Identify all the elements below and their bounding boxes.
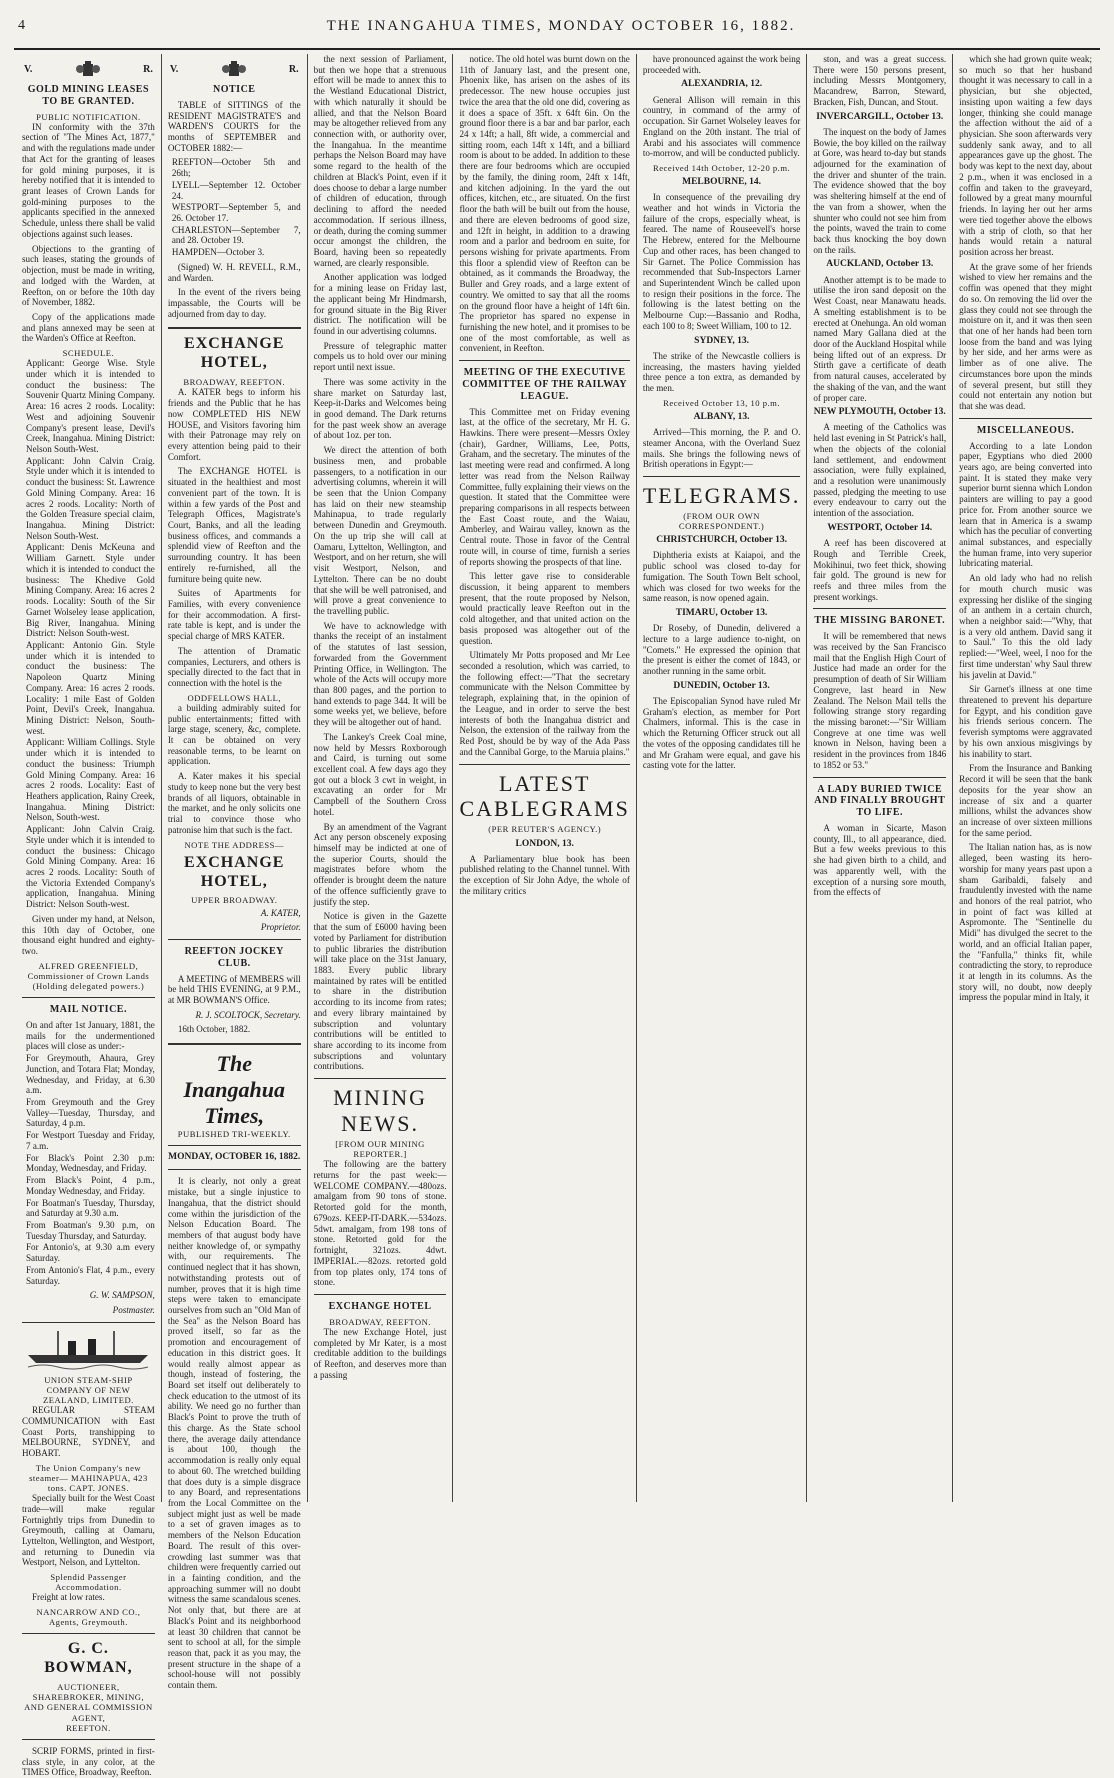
column-3 [308,54,454,1502]
exchange-article-title: EXCHANGE HOTEL [328,1300,432,1312]
proprietor-name: A. KATER, [260,907,301,918]
article-text: At the grave some of her friends wished to view her remains and the coffin was opened that they might do so. On removing the lid over the glass they could not see through the moisture on it, and it was then seen that one of her hands had been torn loose from the band and was lying by her side, and her arms were as limber as of one alive. The circumstances bore upon the minds of several present, but still they could not entertain any notion but that she was dead. [959,261,1092,411]
scrip-forms: SCRIP FORMS, printed in first-class style, in any color, at the TIMES Office, Broadway, Reefton. [22,1745,155,1778]
jockey-date: 16th October, 1882. [177,1024,251,1035]
vr-v: V. [169,64,179,76]
bowman-name: G. C. BOWMAN, [44,1640,133,1677]
column-4 [453,54,636,1502]
steam-freight: Freight at low rates. [32,1592,105,1603]
column-5 [637,54,808,1502]
jockey-club-title: REEFTON JOCKEY CLUB. [184,945,284,969]
article-text: The inquest on the body of James Bowie, the boy killed on the railway at Gore, was heard to-day but stands adjourned for the examination of the driver and shunter of the train. The evidence showed that the boy was sheltering himself at the end of the van from a shower, when the shunter who could not see him from the points, waved the train to come back thus knocking the boy down on the rails. [813,126,947,255]
applicant-entry: Applicant: Antonio Gin. Style under which it is intended to conduct the business: The Napoleon Quartz Mining Company. Area: 16 acres 2 roods. Locality: 1 mile East of Golden Point, Devil's Creek, Inangahua. Mining District: Nelson, South-west. [26,639,155,736]
dateline: DUNEDIN, October 13. [673,680,770,691]
article-text: notice. The old hotel was burnt down on the 11th of January last, and the present one, Phoenix like, has arisen on the ashes of its predecessor. The new house occupies just twice the area that the old one did, covering as it does a space of 35ft. x 64ft 6in. On the ground floor there is a bar and bar parlor, each 24 x 14ft; a hall, 8ft wide, a commercial and sitting room, each 14ft x 14ft, and a billiard room is about to be added. In addition to these there are four bedrooms which are occupied by the family, the dining room, 24ft x 14ft, and kitchen adjoining. In the yard the out offices, kitchen, etc., are situated. On the first floor the bath will be built out from the house, and there are eleven bedrooms of good size, and 12ft in height, in addition to a drawing room and a parlor and bedroom en suite, for persons wishing for private apartments. From this floor a splendid view of Reefton can be obtained, as it commands the Broadway, the Buller and Grey roads, and a large extent of country. We omitted to say that all the rooms on the ground floor have a height of 14ft 6in. The proprietor has spared no expense in furnishing the new hotel, and it promises to be one of the most comfortable, as well as convenient, in Reefton. [459,54,630,354]
article-text: The Episcopalian Synod have ruled Mr Graham's election, as member for Port Chalmers, informal. This is the case in which the Returning Officer struck out all the votes of the opposing candidates till he and Mr Graham were equal, and gave his casting vote for the latter. [642,695,801,771]
cablegrams-title: LATEST CABLEGRAMS [459,770,630,822]
applicant-entry: Applicant: Denis McKeuna and William Garnett. Style under which it is intended to conduct the business: The Khedive Gold Mining Company. Area: 16 acres 2 roods. Locality: South of the Sir Garnet Wolseley lease application, Big River, Inangahua. Mining District: Nelson South-west. [26,542,155,639]
article-text: We have to acknowledge with thanks the receipt of an instalment of the statutes of last session, forwarded from the Government Printing Office, in Wellington. The whole of the Acts will occupy more than 800 pages, and the portion to hand extends to page 344. It will be some weeks yet, we believe, before they will be altogether out of hand. [313,620,447,728]
article-text: A reef has been discovered at Rough and Terrible Creek, Mokihinui, two feet thick, showing fair gold. The ground is new for reefs and three miles from the present workings. [813,538,947,602]
divider [459,764,629,765]
signed-revell: (Signed) W. H. REVELL, R.M., and Warden. [167,261,301,283]
dateline: TIMARU, October 13. [675,607,768,618]
article-text: A woman in Sicarte, Mason county, Ill., to all appearance, died. But a few weeks previous to this she had given birth to a child, and was apparently well, with the exception of a nursing sore mouth, from the effects of [813,822,947,898]
sittings-list [168,157,301,257]
sitting-line: WESTPORT—September 5, and 26. October 17. [171,202,301,223]
bowman-role: AUCTIONEER, [57,1682,120,1693]
article-text: have pronounced against the work being proceeded with. [642,54,801,75]
article-text: Pressure of telegraphic matter compels us to hold over our mining report until next issue. [313,340,447,373]
divider [168,327,301,329]
sittings-table: TABLE of SITTINGS of the RESIDENT MAGISTRATE'S and WARDEN'S COURTS for the months of SEPTEMBER and OCTOBER 1882:— [167,99,301,153]
divider [168,1145,301,1146]
miscellaneous-title: MISCELLANEOUS. [976,424,1075,436]
article-text: The strike of the Newcastle colliers is increasing, the masters having yielded three pence a ton extra, as demanded by the men. [642,350,801,393]
mining-news-sub: [FROM OUR MINING REPORTER.] [335,1139,425,1160]
meeting-text-3: Ultimately Mr Potts proposed and Mr Lee seconded a resolution, which was carried, to the following effect:—"That the secretary communicate with the Nelson Committee by telegraph, explaining that, in the opinion of the League, and in order to serve the best interests of both the Inangahua district and Nelson, the extension of the railway from the Red Post, should be by way of the Ada Pass and the Cannibal Gorge, to the Maruia plains." [459,650,630,757]
page-number: 4 [18,18,26,33]
editorial-text: It is clearly, not only a great mistake, but a single injustice to Inangahua, that the district should come within the jurisdiction of the Nelson Education Board. The members of that august body have neither knowledge of, or sympathy with, our requirements. The continued neglect that it has shown, notwithstanding protests out of number, proves that it is high time steps were taken to emancipate ourselves from such an "Old Man of the Sea" as the Nelson Board has proved itself, so far as the promotion and encouragement of education in this district goes. It would really almost appear as though, instead of fostering, the Board set itself out deliberately to check education to the utmost of its ability. We need go no further than Black's Point to prove the truth of this charge. As the State school there, the average daily attendance is about 100, though the accommodation is really only equal to about 60. The wretched building that does duty is a simple disgrace to any Board, and representations from the Local Committee on the subject might just as well be made to a set of graven images as to members of the Nelson Education Board. The result of this over-crowding last summer was that children were frequently carried out in a fainting condition, and the approaching summer will no doubt witness the same scandalous scenes. Not only that, but there are at Black's Point and its neighborhood at least 30 children that cannot be sent to school at all, for the simple reason that, pack it as you may, the present structure in the shape of a school-house will not possibly contain them. [167,1176,301,1691]
railway-league-title: MEETING OF THE EXECUTIVE COMMITTEE OF THE RAILWAY LEAGUE. [462,367,628,402]
applicant-entry: Applicant: William Collings. Style under which it is intended to conduct the business: Triumph Gold Mining Company. Area: 16 acres 2 roods. Locality: East of Heathers application, Rainy Creek, Inangahua. Mining District: Nelson, South-west. [26,737,155,823]
hotel-text-5: a building admirably suited for public entertainments; fitted with large stage, scenery, &c, complete. It can be obtained on very reasonable terms, to be learnt on application. [167,702,301,767]
hotel-text-2: The EXCHANGE HOTEL is situated in the healthiest and most convenient part of the town. It is within a few yards of the Post and Telegraph Offices, Magistrate's Court, Banks, and all the leading business offices, and commands a splendid view of Reefton and the surrounding country. It has been entirely re-furnished, all the furniture being quite new. [167,466,301,584]
article-text: Diphtheria exists at Kaiapoi, and the public school was closed to-day for fumigation. The South Town Belt school, which was closed for two weeks for the same reason, is now opened again. [642,550,801,604]
steam-text: REGULAR STEAM COMMUNICATION with East Coast Ports, transhipping to MELBOURNE, SYDNEY, and HOBART. [22,1405,155,1458]
article-text: There was some activity in the share market on Saturday last, Keep-it-Darks and Welcomes being in good demand. The Dark returns for the past week show an average of about 1oz. per ton. [313,376,447,441]
article-text: Sir Garnet's illness at one time threatened to prevent his departure for Egypt, and his condition gave his friends serious concern. The feverish symptoms were aggravated by his own anxious misgivings by his inability to start. [959,684,1092,759]
hotel-text-1: A. KATER begs to inform his friends and the Public that he has now COMPLETED HIS NEW HOUSE, and Visitors favoring him with their Patronage may rely on every attention being paid to their Comfort. [167,387,301,462]
exchange-article-sub: BROADWAY, REEFTON. [329,1316,431,1327]
article-text: which she had grown quite weak; so much so that her husband thought it was necessary to call in a physician, but she objected, insisting upon waiting a few days longer, thinking she could manage the affection without the aid of a physician. She soon afterwards very suddenly sank away, and to all appearances gave up the ghost. The body was kept to the next day, about 2 p.m., when it was enclosed in a coffin and taken to the graveyard, followed by a great many mournful friends. In laying her out her arms were tied together above the elbows with a strip of cloth, so that her hands would retain a natural position across her breast. [959,54,1092,257]
article-text: Arrived—This morning, the P. and O. steamer Ancona, with the Overland Suez mails. She brings the following news of British operations in Egypt:— [642,427,801,470]
notice-title: NOTICE [213,84,256,95]
meeting-text-2: This letter gave rise to considerable discussion, it being apparent to members present, that the route proposed by Nelson, would practically leave Reefton out in the cold altogether, and that united action on the basis proposed was altogether out of the question. [459,571,630,646]
divider [22,997,155,998]
exchange-article-text: The new Exchange Hotel, just completed by Mr Kater, is a most creditable addition to the buildings of Reefton, and deserves more than a passing [313,1326,447,1380]
column-1 [16,54,162,1778]
mining-news-title: MINING NEWS. [333,1085,428,1137]
proprietor-title: Proprietor. [260,922,301,933]
article-text: Dr Roseby, of Dunedin, delivered a lecture to a large audience to-night, on "Comets." He expressed the opinion that the present is either the comet of 1843, or another running in the same orbit. [642,623,801,677]
steam-accommodation: Splendid Passenger Accommodation. [50,1572,127,1593]
leases-copies: Copy of the applications made and plans annexed may be seen at the Warden's Office at Reefton. [22,311,155,344]
columns [16,54,1098,1778]
mail-line: From Antonio's Flat, 4 p.m., every Saturday. [26,1264,155,1286]
postmaster-name: G. W. SAMPSON, [89,1290,155,1301]
dateline: CHRISTCHURCH, October 13. [656,535,787,546]
article-text: Another application was lodged for a mining lease on Friday last, the applicant being Mr Hindmarsh, for ground situate in the Big River district. The notification will be found in our advertising columns. [313,272,447,336]
hotel-note: NOTE THE ADDRESS— [184,839,285,850]
jockey-secretary: R. J. SCOLTOCK, Secretary. [195,1009,301,1020]
paper-name: The Inangahua Times, [183,1051,285,1129]
dateline: MELBOURNE, 14. [682,177,762,188]
received-line: Received 14th October, 12-20 p.m. [653,162,791,173]
divider [168,1043,301,1045]
telegrams-sub: (FROM OUR OWN CORRESPONDENT.) [678,510,765,532]
exchange-hotel-title: EXCHANGE HOTEL, [184,335,285,372]
paper-subtitle: PUBLISHED TRI-WEEKLY. [177,1129,291,1140]
steamer-name: The Union Company's new steamer— MAHINAPUA, 423 tons. CAPT. JONES. [29,1462,148,1493]
mail-line: For Westport Tuesday and Friday, 7 a.m. [26,1130,155,1151]
dateline: ALBANY, 13. [693,411,750,422]
article-text: ston, and was a great success. There were 150 persons present, including Messrs Montgomery, Macandrew, Barron, Steward, Bracken, Fish, Duncan, and Stout. [813,54,947,107]
sitting-line: CHARLESTON—September 7, and 28. October 19. [171,224,301,246]
article-text: According to a late London paper, Egyptians who died 2000 years ago, are being converted into paint. It is stated they make very superior burnt sienna which London painters are willing to pay a good price for. From another source we learn that in America is a swamp which has the peculiar of converting animal substances, and especially the human frame, into very superior lubricating material. [959,440,1092,569]
paper-date: MONDAY, OCTOBER 16, 1882. [168,1152,301,1163]
oddfellows-hall: ODDFELLOWS HALL, [187,692,281,703]
steamship-icon [28,1329,148,1371]
mail-line: On and after 1st January, 1881, the mails for the undermentioned places will close as under:- [26,1020,155,1052]
bowman-role-2: SHAREBROKER, MINING, AND GENERAL COMMISSION AGENT, [24,1692,153,1723]
article-text: It will be remembered that news was received by the San Francisco mail that the English High Court of Justice had made an order for the presumption of death of Sir William Congreve, last heard in New Zealand. The Nelson Mail tells the following strange story regarding the missing baronet:—"Sir William Congreve at one time was well known in Nelson, having been a resident in the provinces from 1846 to 1852 or 53." [813,631,947,770]
leases-intro: IN conformity with the 37th section of "The Mines Act, 1877," and with the regulations made under that Act for the granting of leases for gold mining purposes, it is hereby notified that it is intended to grant leases of Crown Lands for gold-mining purposes to the applicants specified in the annexed Schedule, unless there shall be valid objections against such leases. [22,121,155,239]
cable-dateline: LONDON, 13. [515,838,574,849]
bowman-place: REEFTON. [66,1722,111,1733]
vr-r: R. [288,64,299,76]
signed-note: In the event of the rivers being impassable, the Courts will be adjourned from day to day. [167,287,301,319]
mail-line: For Black's Point 2.30 p.m: Monday, Wednesday, and Friday. [26,1152,155,1174]
vr-r: R. [143,64,153,76]
lady-buried-title: A LADY BURIED TWICE AND FINALLY BROUGHT TO LIFE. [814,783,946,819]
public-notification: PUBLIC NOTIFICATION. [36,111,141,122]
dateline: NEW PLYMOUTH, October 13. [813,407,946,418]
meeting-text: This Committee met on Friday evening last, at the office of the secretary, Mr H. G. Hawkins. There were present—Messrs Oxley (chair), Gardner, Williams, Lee, Potts, Graham, and the secretary. The minutes of the last meeting were read and confirmed. A long letter was read from the Nelson Railway Committee, fully explaining their views on the question. It stated that the Committee were preparing comparisons in all respects between the East Coast route, and the Waiau, Amberley, and Wairau valley, known as the Central route. Those in favor of the Central route will, in course of time, furnish a series of reports showing the prospects of that line. [459,406,630,567]
column-7 [953,54,1098,1502]
divider [168,939,301,940]
mail-line: From Boatman's 9.30 p.m, on Tuesday Thursday, and Saturday. [26,1219,155,1241]
top-rule [14,48,1100,50]
article-text: the next session of Parliament, but then we hope that a strenuous effort will be made to annex this to the Westland Educational District, with which naturally it should be allied, and that the Nelson Board may be altogether relieved from any connection with, or authority over, the Inangahua. In the meantime perhaps the Nelson Board may have some regard to the health of the children at Black's Point, even if it does choose to debar a large number of children of education, through declining to afford the needed accommodation. If serious illness, or death, during the coming summer occur amongst the children, the Board, having been so repeatedly warned, are clearly responsible. [313,54,447,268]
dateline: SYDNEY, 13. [694,335,749,346]
applicant-entry: Applicant: George Wise. Style under which it is intended to conduct the business: The Souvenir Quartz Mining Company. Area: 16 acres 2 roods. Locality: West and adjoining Souvenir Company's present lease, Devil's Creek, Inangahua. Mining District: Nelson South-West. [26,358,155,454]
article-text: From the Insurance and Banking Record it will be seen that the bank deposits for the year show an increase of six and a quarter millions, whilst the advances show an increase of over sixteen millions for the same period. [959,763,1092,838]
missing-baronet-title: THE MISSING BARONET. [814,615,946,627]
applicant-entry: Applicant: John Calvin Craig. Style under which it is intended to conduct the business: Chicago Gold Mining Company. Area: 16 acres 2 roods. Locality: South of the Victoria Extended Company's application, Inangahua. Mining District: Nelson South-west. [26,824,155,910]
column-6 [807,54,953,1502]
divider [314,1078,447,1079]
paper-header-title: THE INANGAHUA TIMES, MONDAY OCTOBER 16, 1882. [326,17,796,34]
dateline: ALEXANDRIA, 12. [681,79,763,90]
column-2 [162,54,308,1691]
telegrams-title: TELEGRAMS. [642,482,801,508]
divider [168,1169,301,1170]
cablegrams-sub: (PER REUTER'S AGENCY.) [488,824,602,835]
mail-line: For Antonio's, at 9.30 a.m every Saturday. [26,1242,155,1264]
article-text: General Allison will remain in this country, in command of the army of occupation. Sir Garnet Wolseley leaves for England on the 20th instant. The trial of Arabi and his associates will commence to-morrow, and will be conducted publicly. [642,94,801,159]
exchange-hotel-sub-2: UPPER BROADWAY. [191,895,278,906]
article-text: In consequence of the prevailing dry weather and hot winds in Victoria the failure of the crops, especially wheat, is feared. The name of Rouseevell's horse The Hebrew, entered for the Melbourne Cup and other races, has been changed to Sir Garnet. The Police Commission has recommended that Sub-Inspectors Larner and Superintendent Winch be called upon to resign their positions in the force. The following is the latest betting on the Melbourne Cup:—Bassanio and Rodha, each 100 to 8; Sweet William, 100 to 12. [642,192,801,331]
article-text: The Italian nation has, as is now alleged, been wasting its hero-worship for many years past upon a sham Garibaldi, falsely and fraudulently invested with the name and honors of the real patriot, who in point of fact was killed at Aspromonte. The "Sentinelle du Midi" has divulged the secret to the world, and an official Italian paper, the "Fanfulla," thinks fit, while contradicting the story, to reproduce it at length in its columns. As the story will, no doubt, now deeply impress the popular mind in Italy, it [959,842,1092,1003]
mail-line: From Black's Point, 4 p.m., Monday Wednesday, and Friday. [26,1175,155,1196]
masthead [18,8,1096,44]
divider [459,360,629,361]
divider [22,1322,155,1323]
signer-name: ALFRED GREENFIELD, [38,960,139,971]
jockey-text: A MEETING of MEMBERS will be held THIS EVENING, at 9 P.M., at MR BOWMAN'S Office. [167,973,301,1006]
dateline: WESTPORT, October 14. [827,522,933,533]
mail-notice-title: MAIL NOTICE. [49,1004,127,1016]
article-text: An old lady who had no relish for mouth church music was expressing her dislike of the singing of an anthem in a certain church, when a neighbor said:—"Why, that is a very old anthem. David sang it to Saul." To this the old lady replied:—"Weel, weel, I noo for the first time understan' why Saul threw his javelin at David." [959,573,1092,680]
crest-icon [75,60,101,80]
article-text: By an amendment of the Vagrant Act any person obscenely exposing himself may be indicted at one of the superior Courts, should the magistrates before whom the offender is brought deem the nature of the offence sufficiently grave to justify the step. [313,821,447,907]
gold-leases-title: GOLD MINING LEASES TO BE GRANTED. [27,84,150,107]
divider [22,1633,155,1634]
mail-line: For Boatman's Tuesday, Thursday, and Saturday at 9.30 a.m. [26,1197,155,1219]
divider [959,418,1092,419]
article-text: A meeting of the Catholics was held last evening in St Patrick's hall, when the objects of the colonial land settlement, and endowment association, were fully explained, and a resolution were unanimously passed, pledging the meeting to use every endeavour to carry out the intention of the association. [813,422,947,519]
divider [314,1294,447,1295]
vr-v: V. [24,64,33,76]
article-text: Notice is given in the Gazette that the sum of £6000 having been voted by Parliament for distribution to public libraries the distribution will take place on the 31st January, 1883. Every public library maintained by rates will be entitled to share in the distribution according to its income from rates; and every library maintained by subscription and voluntary contributions will be entitled to share according to its income from subscriptions and voluntary contributions. [313,911,447,1072]
article-text: The Lankey's Creek Coal mine, now held by Messrs Roxborough and Caird, is turning out some excellent coal. A few days ago they got out a block 3 cwt in weight, in excavating an order for Mr Campbell of the Southern Cross hotel. [313,731,447,817]
signer-title: Commissioner of Crown Lands (Holding delegated powers.) [27,970,150,992]
applicants-list [22,358,155,910]
sitting-line: HAMPDEN—October 3. [171,247,265,258]
dateline: INVERCARGILL, October 13. [816,111,944,122]
received-line: Received October 13, 10 p.m. [663,397,781,408]
mining-text: The following are the battery returns for the past week:— WELCOME COMPANY.—480ozs. amalgam from 90 tons of stone. Retorted gold for the month, 679ozs. KEEP-IT-DARK.—534ozs. 5dwt. amalgam, from 198 tons of stone. Retorted gold for the fortnight, 321ozs. 4dwt. IMPERIAL.—82ozs. retorted gold from top plates only, 174 tons of stone. [313,1159,447,1288]
given-under-hand: Given under my hand, at Nelson, this 10th day of October, one thousand eight hundred and eighty-two. [22,913,155,957]
divider [22,1739,155,1740]
mail-line: From Greymouth and the Grey Valley—Tuesday, Thursday, and Saturday, 4 p.m. [26,1097,155,1129]
article-text: We direct the attention of both business men, and probable passengers, to a notification in our advertising columns, wherein it will be seen that the Union Company has laid on their new steamship Mahinapua, to trade regularly between Dunedin and Greymouth. On the up trip she will call at Oamaru, Lyttelton, Wellington, and Westport, and on her return, she will visit Westport, Nelson, and Lyttelton. There can be no doubt that she will be well patronised, and will prove a great convenience to the travelling public. [313,445,447,616]
sitting-line: LYELL—September 12. October 24. [171,179,301,201]
steamship-company-title: UNION STEAM-SHIP COMPANY OF NEW ZEALAND, LIMITED. [42,1374,134,1405]
hotel-text-3: Suites of Apartments for Families, with every convenience for their accommodation. A first-rate table is kept, and is under the special charge of MRS KATER. [167,588,301,642]
royal-crest-line [170,60,299,80]
leases-objections: Objections to the granting of such leases, stating the grounds of objection, must be made in writing, and lodged with the Warden, at Reefton, on or before the 10th day of November, 1882. [22,243,155,308]
hotel-text-4: The attention of Dramatic companies, Lecturers, and others is specially directed to the fact that in connection with the hotel is the [167,645,301,689]
applicant-entry: Applicant: John Calvin Craig. Style under which it is intended to conduct the business: St. Lawrence Gold Mining Company. Area: 16 acres 2 roods. Locality: North of the Golden Treasure special claim, Inangahua. Mining District: Nelson South-West. [26,455,155,541]
postmaster-title: Postmaster. [112,1304,155,1315]
dateline: AUCKLAND, October 13. [826,259,934,270]
exchange-hotel-title-2: EXCHANGE HOTEL, [184,853,285,890]
schedule-heading: SCHEDULE. [62,348,115,359]
divider [813,777,946,778]
royal-crest-line [24,60,153,80]
exchange-hotel-sub: BROADWAY, REEFTON. [183,377,286,388]
steam-text-2: Specially built for the West Coast trade—will make regular Fortnightly trips from Dunedin to Greymouth, calling at Oamaru, Lyttelton, Wellington, and Westport, and returning to Dunedin via Westport, Nelson, and Lyttelton. [22,1493,155,1568]
cable-text: A Parliamentary blue book has been published relating to the Channel tunnel. With the exception of Sir John Adye, the whole of the military critics [459,853,630,896]
sitting-line: REEFTON—October 5th and 26th; [171,157,301,179]
crest-icon [221,60,247,80]
divider [813,608,946,609]
article-text: Another attempt is to be made to utilise the iron sand deposit on the West Coast, near Manawatu heads. A smelting establishment is to be erected at Onehunga. An old woman named Mary Gallana died at the door of the Auckland Hospital while being lifted out of an express. Dr Stirth gave a certificate of death from natural causes, accelerated by the shaking of the van, and the want of proper care. [813,274,947,403]
agents: NANCARROW AND CO., Agents, Greymouth. [36,1607,141,1628]
mail-list [22,1020,155,1286]
hotel-text-6: A. Kater makes it his special study to keep none but the very best brands of all liquors, obtainable in the market, and he only solicits one trial to convince those who patronise him that such is the fact. [167,771,301,835]
mail-line: For Greymouth, Ahaura, Grey Junction, and Totara Flat; Monday, Wednesday, and Friday, at 6.30 a.m. [26,1053,155,1096]
divider [643,476,801,477]
